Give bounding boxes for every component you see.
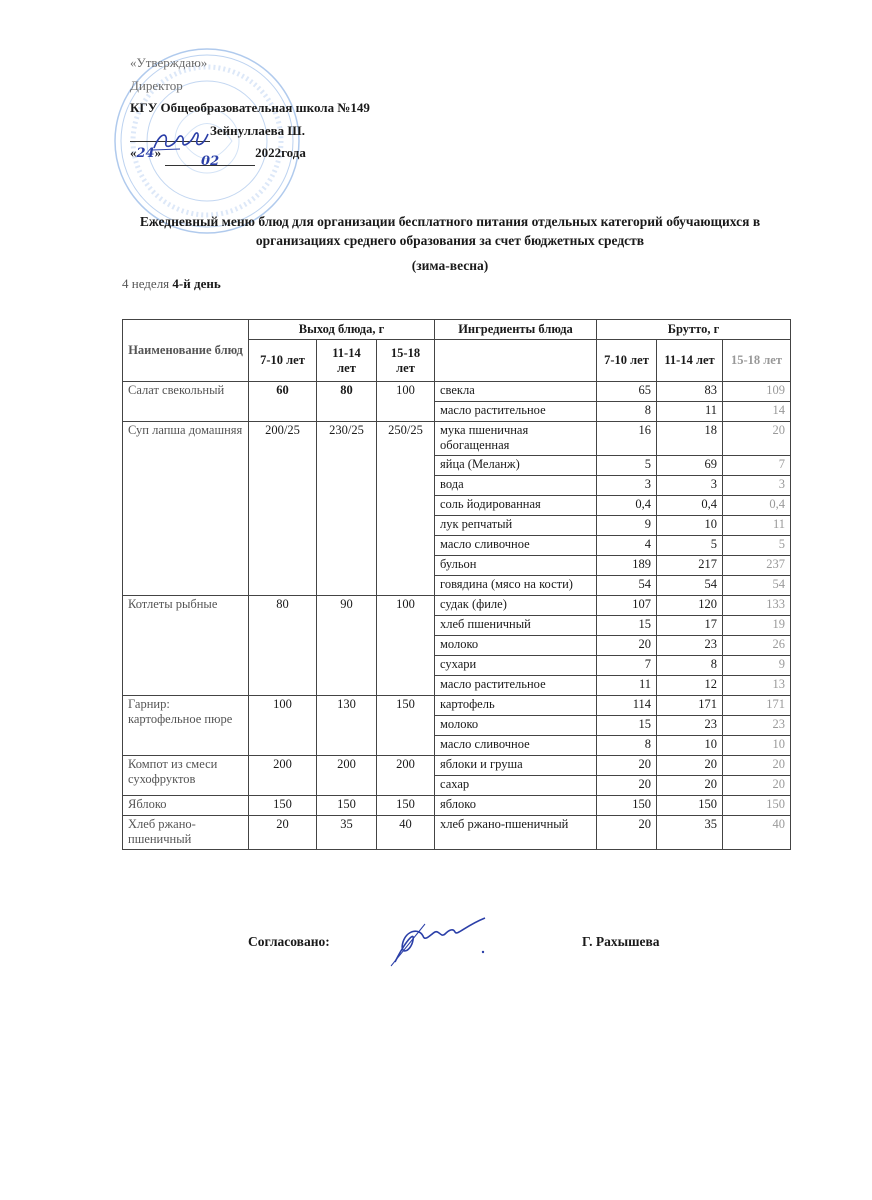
dish-output-11-14: 230/25 <box>317 422 377 596</box>
ingredient-row <box>123 696 791 716</box>
ingredient-row <box>123 796 791 816</box>
header-brutto-age-15-18: 15-18 лет <box>723 340 791 382</box>
organization-name: КГУ Общеобразовательная школа №149 <box>130 100 370 115</box>
header-brutto-age-7-10: 7-10 лет <box>597 340 657 382</box>
ingredient-name: молоко <box>435 716 597 736</box>
director-position: Директор <box>130 77 183 93</box>
brutto-15-18: 11 <box>723 516 791 536</box>
brutto-7-10: 8 <box>597 736 657 756</box>
date-quote-close: » <box>154 145 162 160</box>
approve-label: «Утверждаю» <box>130 55 208 70</box>
brutto-11-14: 54 <box>657 576 723 596</box>
brutto-15-18: 10 <box>723 736 791 756</box>
date-quote-open: « <box>130 145 137 160</box>
ingredient-row <box>123 816 791 850</box>
dish-output-11-14: 150 <box>317 796 377 816</box>
brutto-7-10: 20 <box>597 636 657 656</box>
brutto-7-10: 15 <box>597 616 657 636</box>
brutto-7-10: 5 <box>597 456 657 476</box>
dish-name: Компот из смеси сухофруктов <box>123 756 249 796</box>
brutto-11-14: 8 <box>657 656 723 676</box>
ingredient-row <box>123 596 791 616</box>
brutto-11-14: 150 <box>657 796 723 816</box>
brutto-7-10: 20 <box>597 776 657 796</box>
dish-output-11-14: 200 <box>317 756 377 796</box>
brutto-15-18: 109 <box>723 382 791 402</box>
brutto-7-10: 20 <box>597 816 657 850</box>
dish-name: Котлеты рыбные <box>123 596 249 696</box>
ingredient-name: судак (филе) <box>435 596 597 616</box>
header-brutto-age-11-14: 11-14 лет <box>657 340 723 382</box>
brutto-11-14: 11 <box>657 402 723 422</box>
agreed-label: Согласовано: <box>248 934 330 949</box>
ingredient-row <box>123 422 791 456</box>
brutto-15-18: 20 <box>723 422 791 456</box>
brutto-11-14: 0,4 <box>657 496 723 516</box>
brutto-7-10: 7 <box>597 656 657 676</box>
brutto-7-10: 65 <box>597 382 657 402</box>
dish-name: Гарнир: картофельное пюре <box>123 696 249 756</box>
agreed-signature <box>385 912 495 967</box>
brutto-15-18: 3 <box>723 476 791 496</box>
brutto-11-14: 171 <box>657 696 723 716</box>
ingredient-name: яблоко <box>435 796 597 816</box>
dish-name: Салат свекольный <box>123 382 249 422</box>
brutto-7-10: 114 <box>597 696 657 716</box>
brutto-15-18: 7 <box>723 456 791 476</box>
header-output-age-15-18: 15-18 лет <box>377 340 435 382</box>
brutto-11-14: 69 <box>657 456 723 476</box>
dish-output-15-18: 150 <box>377 696 435 756</box>
date-year: 2022года <box>255 145 306 160</box>
dish-name: Яблоко <box>123 796 249 816</box>
brutto-11-14: 120 <box>657 596 723 616</box>
ingredient-name: хлеб пшеничный <box>435 616 597 636</box>
ingredient-name: лук репчатый <box>435 516 597 536</box>
brutto-11-14: 3 <box>657 476 723 496</box>
ingredient-name: сахар <box>435 776 597 796</box>
header-dish-name: Наименование блюд <box>123 320 249 382</box>
brutto-11-14: 83 <box>657 382 723 402</box>
brutto-7-10: 0,4 <box>597 496 657 516</box>
brutto-15-18: 150 <box>723 796 791 816</box>
brutto-7-10: 4 <box>597 536 657 556</box>
week-day-label <box>122 276 221 292</box>
ingredient-name: сухари <box>435 656 597 676</box>
dish-output-7-10: 80 <box>249 596 317 696</box>
ingredient-name: бульон <box>435 556 597 576</box>
director-signature <box>150 128 210 154</box>
brutto-15-18: 19 <box>723 616 791 636</box>
ingredient-row <box>123 756 791 776</box>
brutto-11-14: 217 <box>657 556 723 576</box>
dish-output-7-10: 60 <box>249 382 317 422</box>
brutto-7-10: 150 <box>597 796 657 816</box>
ingredient-name: картофель <box>435 696 597 716</box>
brutto-15-18: 20 <box>723 756 791 776</box>
dish-name: Хлеб ржано-пшеничный <box>123 816 249 850</box>
brutto-11-14: 20 <box>657 776 723 796</box>
brutto-15-18: 54 <box>723 576 791 596</box>
menu-table-body <box>123 382 791 850</box>
dish-output-15-18: 150 <box>377 796 435 816</box>
header-brutto: Брутто, г <box>597 320 791 340</box>
brutto-7-10: 107 <box>597 596 657 616</box>
document-title: Ежедневный меню блюд для организации бесплатного питания отдельных категорий обучающихся в организациях среднего образования за счет бюджетных средств <box>139 214 761 248</box>
brutto-15-18: 23 <box>723 716 791 736</box>
ingredient-name: масло растительное <box>435 676 597 696</box>
agreed-signer-name: Г. Рахышева <box>582 934 660 949</box>
ingredient-name: масло сливочное <box>435 536 597 556</box>
brutto-15-18: 40 <box>723 816 791 850</box>
brutto-15-18: 133 <box>723 596 791 616</box>
brutto-7-10: 3 <box>597 476 657 496</box>
brutto-7-10: 8 <box>597 402 657 422</box>
dish-output-7-10: 150 <box>249 796 317 816</box>
brutto-11-14: 20 <box>657 756 723 776</box>
day-label: 4-й день <box>172 276 221 291</box>
brutto-7-10: 20 <box>597 756 657 776</box>
ingredient-name: соль йодированная <box>435 496 597 516</box>
brutto-15-18: 9 <box>723 656 791 676</box>
signer-name: Зейнуллаева Ш. <box>210 122 305 138</box>
date-day: 24 <box>136 146 155 161</box>
dish-output-7-10: 20 <box>249 816 317 850</box>
menu-table <box>122 319 791 850</box>
header-output-age-7-10: 7-10 лет <box>249 340 317 382</box>
dish-output-7-10: 200/25 <box>249 422 317 596</box>
brutto-11-14: 18 <box>657 422 723 456</box>
ingredient-name: мука пшеничная обогащенная <box>435 422 597 456</box>
ingredient-name: яйца (Меланж) <box>435 456 597 476</box>
header-ingredients: Ингредиенты блюда <box>435 320 597 340</box>
brutto-11-14: 10 <box>657 516 723 536</box>
brutto-11-14: 35 <box>657 816 723 850</box>
brutto-11-14: 5 <box>657 536 723 556</box>
brutto-7-10: 9 <box>597 516 657 536</box>
dish-output-15-18: 250/25 <box>377 422 435 596</box>
brutto-15-18: 20 <box>723 776 791 796</box>
ingredient-name: вода <box>435 476 597 496</box>
dish-output-7-10: 100 <box>249 696 317 756</box>
brutto-7-10: 54 <box>597 576 657 596</box>
dish-output-11-14: 80 <box>317 382 377 422</box>
dish-output-11-14: 130 <box>317 696 377 756</box>
brutto-15-18: 237 <box>723 556 791 576</box>
dish-output-15-18: 40 <box>377 816 435 850</box>
ingredient-name: яблоки и груша <box>435 756 597 776</box>
brutto-11-14: 23 <box>657 636 723 656</box>
ingredient-name: масло растительное <box>435 402 597 422</box>
dish-name: Суп лапша домашняя <box>123 422 249 596</box>
ingredient-name: масло сливочное <box>435 736 597 756</box>
header-output-age-11-14: 11-14 лет <box>317 340 377 382</box>
brutto-15-18: 14 <box>723 402 791 422</box>
dish-output-15-18: 200 <box>377 756 435 796</box>
brutto-15-18: 171 <box>723 696 791 716</box>
ingredient-name: свекла <box>435 382 597 402</box>
dish-output-11-14: 35 <box>317 816 377 850</box>
date-month: 02 <box>201 153 220 169</box>
brutto-11-14: 12 <box>657 676 723 696</box>
week-label: 4 неделя <box>122 276 170 291</box>
brutto-15-18: 26 <box>723 636 791 656</box>
brutto-7-10: 11 <box>597 676 657 696</box>
brutto-15-18: 13 <box>723 676 791 696</box>
dish-output-15-18: 100 <box>377 596 435 696</box>
header-ingredients-empty <box>435 340 597 382</box>
brutto-7-10: 16 <box>597 422 657 456</box>
brutto-15-18: 0,4 <box>723 496 791 516</box>
ingredient-row <box>123 382 791 402</box>
dish-output-7-10: 200 <box>249 756 317 796</box>
brutto-11-14: 10 <box>657 736 723 756</box>
header-output: Выход блюда, г <box>249 320 435 340</box>
dish-output-15-18: 100 <box>377 382 435 422</box>
brutto-7-10: 15 <box>597 716 657 736</box>
brutto-11-14: 17 <box>657 616 723 636</box>
dish-output-11-14: 90 <box>317 596 377 696</box>
season-label: (зима-весна) <box>411 258 489 273</box>
brutto-11-14: 23 <box>657 716 723 736</box>
ingredient-name: молоко <box>435 636 597 656</box>
brutto-15-18: 5 <box>723 536 791 556</box>
ingredient-name: хлеб ржано-пшеничный <box>435 816 597 850</box>
brutto-7-10: 189 <box>597 556 657 576</box>
ingredient-name: говядина (мясо на кости) <box>435 576 597 596</box>
